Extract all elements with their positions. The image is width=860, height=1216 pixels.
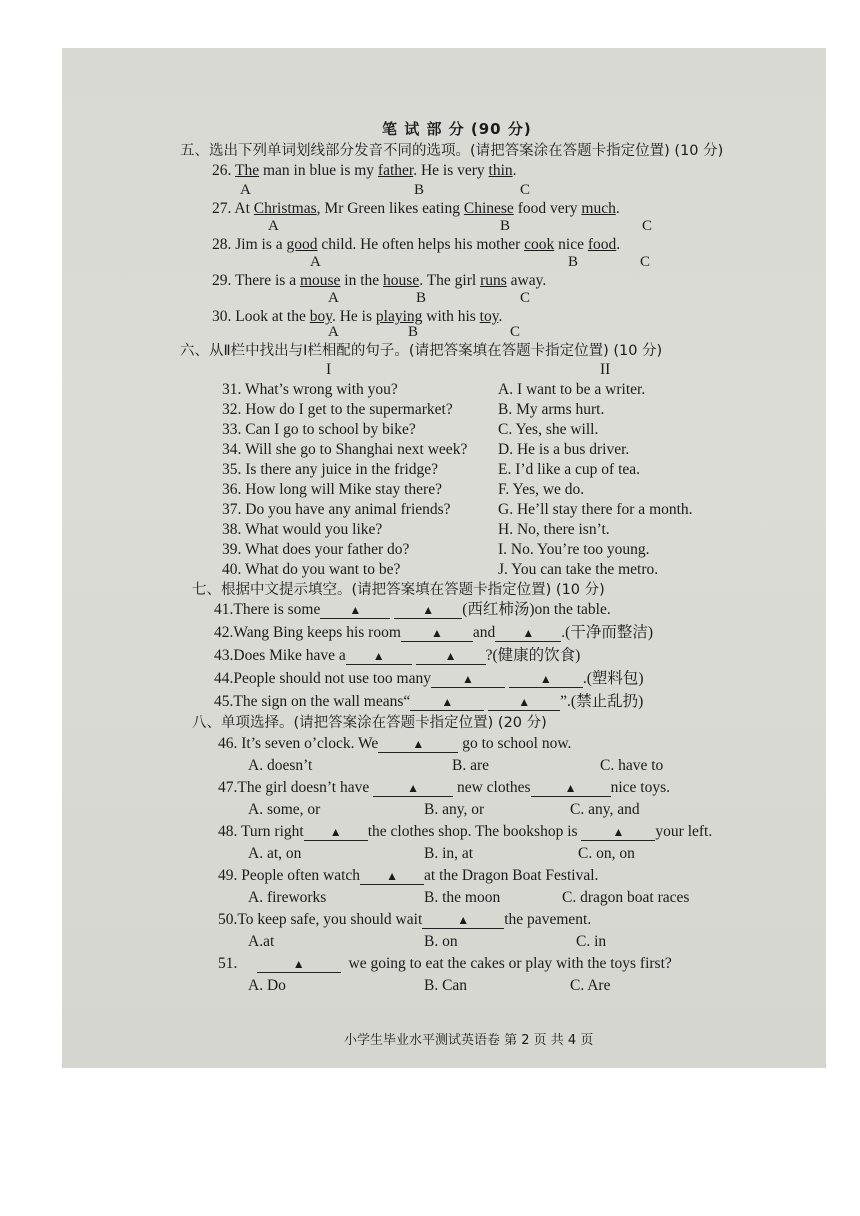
match-right-item: C. Yes, she will. — [498, 421, 599, 438]
section-5-heading: 五、选出下列单词划线部分发音不同的选项。(请把答案涂在答题卡指定位置) (10 分) — [180, 143, 724, 159]
section-title: 笔 试 部 分 (90 分) — [382, 120, 532, 138]
question-44: 44.People should not use too many ▲ ▲ .(塑料包) — [214, 670, 644, 687]
option-letter-c: C — [642, 218, 653, 234]
question-49: 49. People often watch ▲ at the Dragon Boat Festival. — [218, 867, 599, 884]
option-a: A. fireworks — [248, 889, 327, 906]
match-left-item: 31. What’s wrong with you? — [222, 381, 398, 398]
option-letter-a: A — [328, 290, 339, 306]
option-a: A. Do — [248, 977, 286, 994]
match-left-item: 40. What do you want to be? — [222, 561, 401, 578]
question-41: 41.There is some ▲ ▲ (西红柿汤)on the table. — [214, 601, 611, 618]
option-c: C. in — [576, 933, 607, 950]
match-left-item: 37. Do you have any animal friends? — [222, 501, 451, 518]
match-left-item: 35. Is there any juice in the fridge? — [222, 461, 439, 478]
option-letter-b: B — [408, 324, 419, 340]
option-letter-b: B — [500, 218, 511, 234]
option-b: B. Can — [424, 977, 468, 994]
option-c: C. dragon boat races — [562, 889, 690, 906]
option-letter-a: A — [328, 324, 339, 340]
option-a: A. some, or — [248, 801, 321, 818]
answer-blank[interactable]: ▲ — [410, 695, 484, 711]
section-6-heading: 六、从Ⅱ栏中找出与Ⅰ栏相配的句子。(请把答案填在答题卡指定位置) (10 分) — [180, 343, 663, 359]
answer-blank[interactable]: ▲ — [509, 672, 583, 688]
option-letter-a: A — [310, 254, 321, 270]
answer-blank[interactable]: ▲ — [360, 869, 424, 885]
answer-blank[interactable]: ▲ — [346, 649, 412, 665]
question-51: 51. ▲ we going to eat the cakes or play with the toys first? — [218, 955, 672, 972]
option-a: A. doesn’t — [248, 757, 313, 774]
question-26: 26. The man in blue is my father. He is very thin. — [212, 162, 517, 179]
question-30: 30. Look at the boy. He is playing with his toy. — [212, 308, 503, 325]
option-letter-c: C — [520, 290, 531, 306]
question-48: 48. Turn right ▲ the clothes shop. The bookshop is ▲ your left. — [218, 823, 713, 840]
option-letter-c: C — [640, 254, 651, 270]
option-c: C. on, on — [578, 845, 635, 862]
answer-blank[interactable]: ▲ — [581, 825, 655, 841]
option-c: C. any, and — [570, 801, 640, 818]
question-45: 45.The sign on the wall means“ ▲ ▲ ”.(禁止乱扔) — [214, 693, 644, 710]
answer-blank[interactable]: ▲ — [531, 781, 611, 797]
question-46: 46. It’s seven o’clock. We ▲ go to school now. — [218, 735, 572, 752]
column-1-header: I — [326, 361, 332, 378]
option-letter-c: C — [520, 182, 531, 198]
column-2-header: II — [600, 361, 611, 378]
answer-blank[interactable]: ▲ — [401, 626, 473, 642]
match-left-item: 32. How do I get to the supermarket? — [222, 401, 453, 418]
answer-blank[interactable]: ▲ — [257, 957, 341, 973]
option-c: C. have to — [600, 757, 664, 774]
question-29: 29. There is a mouse in the house. The girl runs away. — [212, 272, 547, 289]
match-right-item: F. Yes, we do. — [498, 481, 585, 498]
section-7-heading: 七、根据中文提示填空。(请把答案填在答题卡指定位置) (10 分) — [192, 582, 605, 598]
answer-blank[interactable]: ▲ — [378, 737, 458, 753]
match-right-item: B. My arms hurt. — [498, 401, 605, 418]
exam-page — [62, 48, 826, 1068]
option-letter-a: A — [268, 218, 279, 234]
page-footer: 小学生毕业水平测试英语卷 第 2 页 共 4 页 — [344, 1033, 594, 1048]
question-27: 27. At Christmas, Mr Green likes eating Chinese food very much. — [212, 200, 620, 217]
option-letter-b: B — [416, 290, 427, 306]
option-b: B. in, at — [424, 845, 474, 862]
option-c: C. Are — [570, 977, 611, 994]
match-left-item: 36. How long will Mike stay there? — [222, 481, 442, 498]
question-50: 50.To keep safe, you should wait ▲ the pavement. — [218, 911, 592, 928]
match-left-item: 39. What does your father do? — [222, 541, 410, 558]
option-letter-a: A — [240, 182, 251, 198]
option-letter-c: C — [510, 324, 521, 340]
option-a: A.at — [248, 933, 275, 950]
answer-blank[interactable]: ▲ — [373, 781, 453, 797]
match-right-item: G. He’ll stay there for a month. — [498, 501, 693, 518]
option-a: A. at, on — [248, 845, 302, 862]
question-28: 28. Jim is a good child. He often helps his mother cook nice food. — [212, 236, 621, 253]
answer-blank[interactable]: ▲ — [320, 603, 390, 619]
question-43: 43.Does Mike have a ▲ ▲ ?(健康的饮食) — [214, 647, 581, 664]
match-right-item: D. He is a bus driver. — [498, 441, 630, 458]
match-left-item: 38. What would you like? — [222, 521, 383, 538]
answer-blank[interactable]: ▲ — [495, 626, 561, 642]
option-b: B. on — [424, 933, 458, 950]
answer-blank[interactable]: ▲ — [394, 603, 462, 619]
match-right-item: I. No. You’re too young. — [498, 541, 650, 558]
option-letter-b: B — [568, 254, 579, 270]
option-b: B. the moon — [424, 889, 501, 906]
answer-blank[interactable]: ▲ — [488, 695, 560, 711]
question-42: 42.Wang Bing keeps his room ▲ and ▲ .(干净而整洁) — [214, 624, 653, 641]
match-right-item: H. No, there isn’t. — [498, 521, 610, 538]
match-right-item: J. You can take the metro. — [498, 561, 659, 578]
match-right-item: A. I want to be a writer. — [498, 381, 646, 398]
option-b: B. any, or — [424, 801, 485, 818]
match-left-item: 33. Can I go to school by bike? — [222, 421, 416, 438]
match-right-item: E. I’d like a cup of tea. — [498, 461, 641, 478]
match-left-item: 34. Will she go to Shanghai next week? — [222, 441, 468, 458]
option-b: B. are — [452, 757, 490, 774]
answer-blank[interactable]: ▲ — [431, 672, 505, 688]
option-letter-b: B — [414, 182, 425, 198]
answer-blank[interactable]: ▲ — [416, 649, 486, 665]
question-47: 47.The girl doesn’t have ▲ new clothes ▲ nice toys. — [218, 779, 670, 796]
section-8-heading: 八、单项选择。(请把答案涂在答题卡指定位置) (20 分) — [192, 715, 547, 731]
answer-blank[interactable]: ▲ — [422, 913, 504, 929]
answer-blank[interactable]: ▲ — [304, 825, 368, 841]
